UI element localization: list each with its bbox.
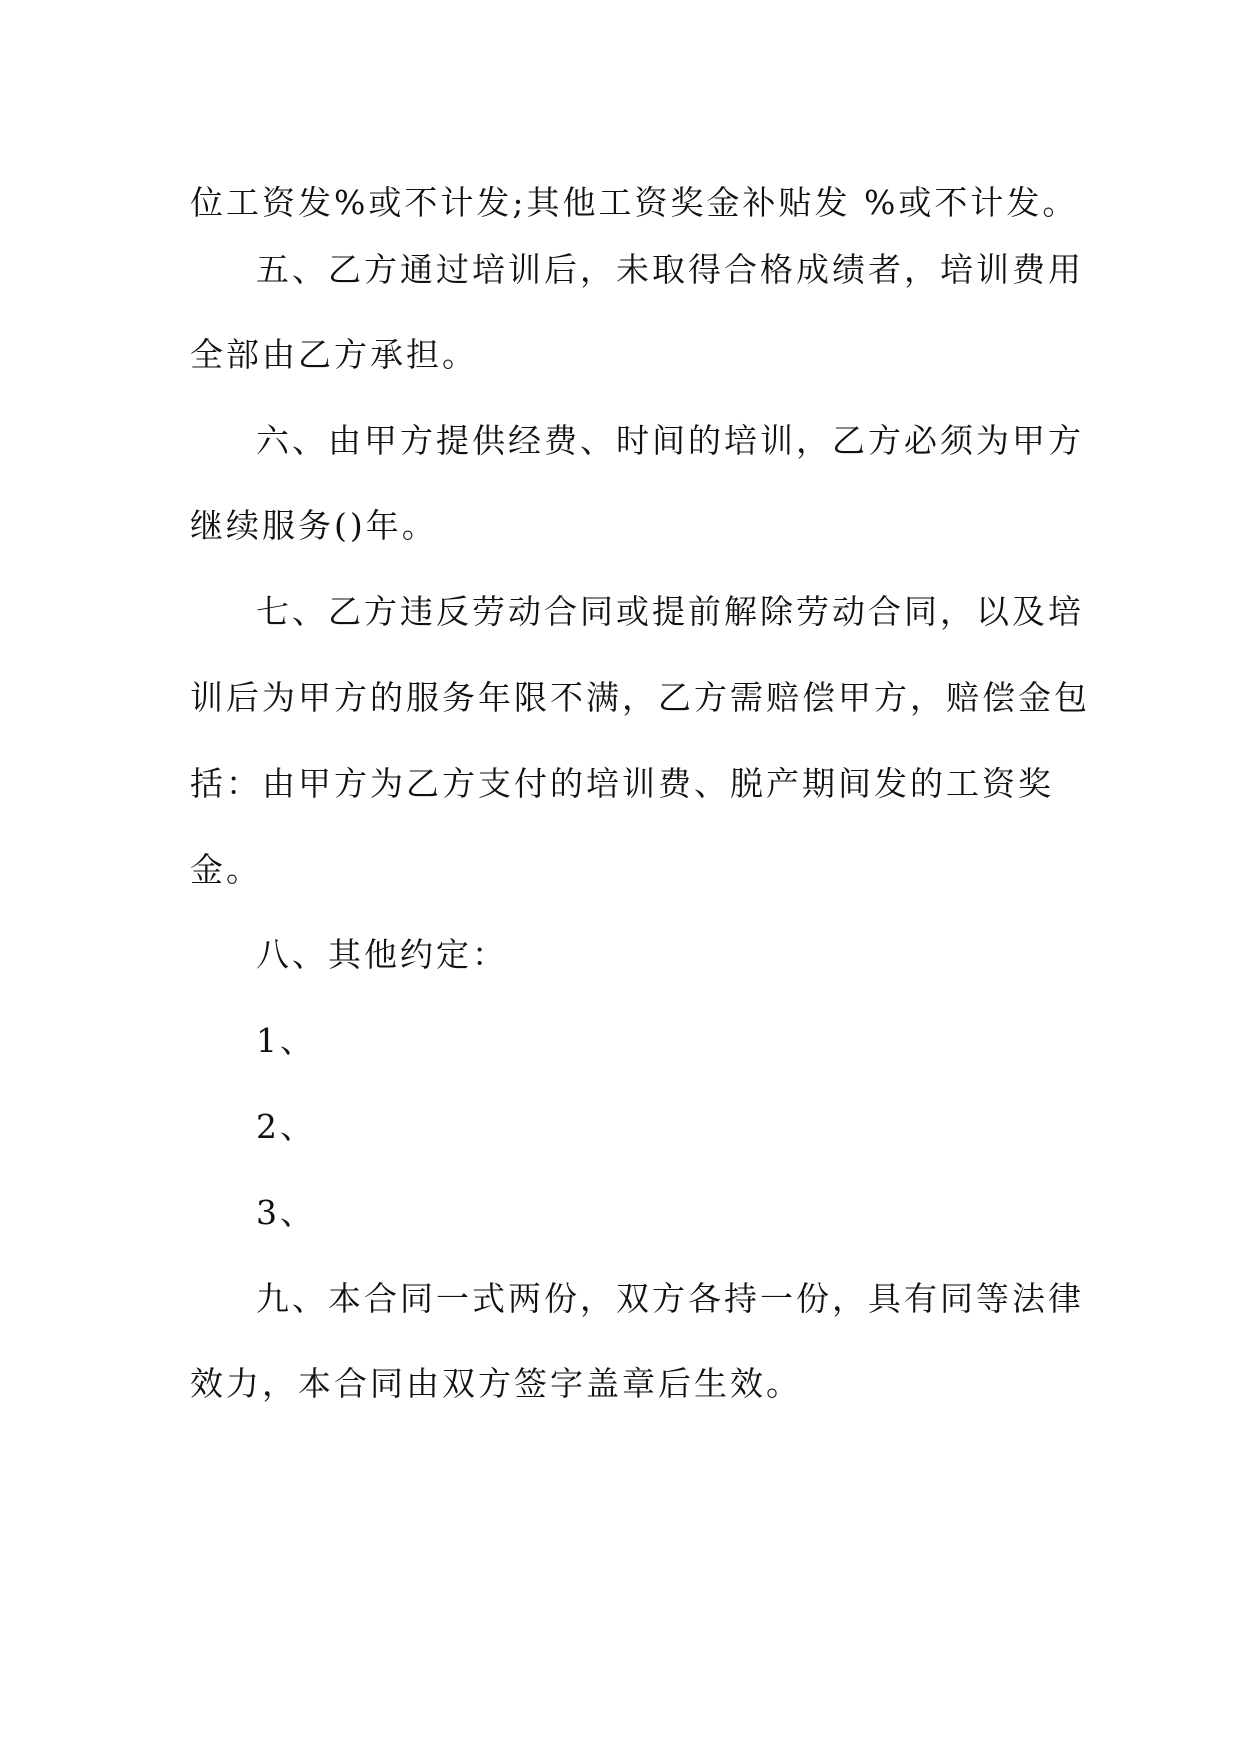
clause-8-item-2: 2、 xyxy=(256,1107,316,1146)
clause-5-line-2: 全部由乙方承担。 xyxy=(190,335,478,374)
clause-6-line-1: 六、由甲方提供经费、时间的培训，乙方必须为甲方 xyxy=(256,421,1084,460)
clause-8-item-3: 3、 xyxy=(256,1193,316,1232)
clause-8-heading: 八、其他约定： xyxy=(256,935,508,974)
clause-5-line-1: 五、乙方通过培训后，未取得合格成绩者，培训费用 xyxy=(256,250,1084,289)
clause-6-line-2: 继续服务()年。 xyxy=(190,506,438,545)
clause-7-line-1: 七、乙方违反劳动合同或提前解除劳动合同，以及培 xyxy=(256,592,1084,631)
clause-7-line-2: 训后为甲方的服务年限不满，乙方需赔偿甲方，赔偿金包 xyxy=(190,678,1090,717)
clause-9-line-2: 效力，本合同由双方签字盖章后生效。 xyxy=(190,1364,802,1403)
clause-9-line-1: 九、本合同一式两份，双方各持一份，具有同等法律 xyxy=(256,1279,1084,1318)
clause-8-item-1: 1、 xyxy=(256,1021,316,1060)
text-line-1: 位工资发%或不计发;其他工资奖金补贴发 %或不计发。 xyxy=(190,183,1079,222)
clause-7-line-3: 括：由甲方为乙方支付的培训费、脱产期间发的工资奖 xyxy=(190,764,1054,803)
clause-7-line-4: 金。 xyxy=(190,850,262,889)
